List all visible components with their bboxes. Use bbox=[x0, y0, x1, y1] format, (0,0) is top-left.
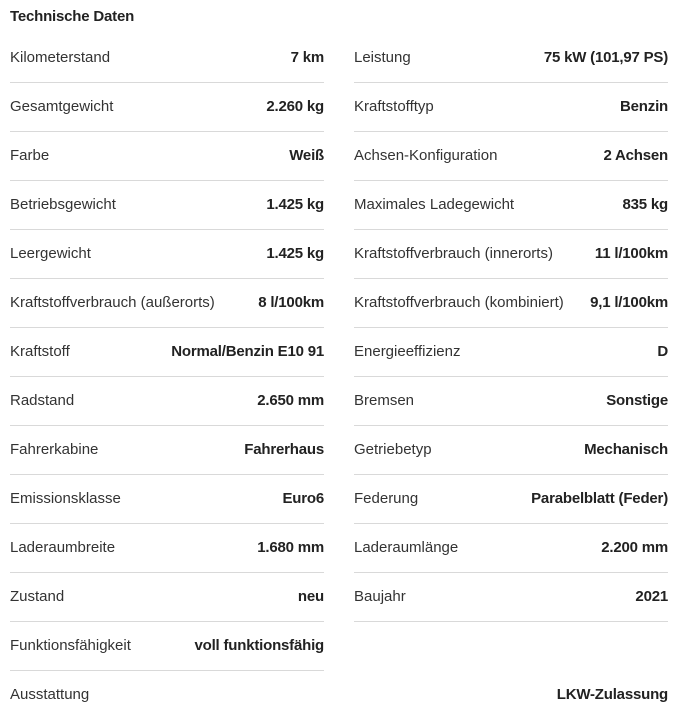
spec-value: 11 l/100km bbox=[594, 245, 668, 262]
spec-value: voll funktionsfähig bbox=[194, 637, 324, 654]
spec-label: Kraftstoffverbrauch (innerorts) bbox=[354, 245, 553, 262]
spec-label: Kraftstoffverbrauch (kombiniert) bbox=[354, 294, 564, 311]
spec-label: Kraftstofftyp bbox=[354, 98, 434, 115]
spec-value: Normal/Benzin E10 91 bbox=[171, 343, 324, 360]
spec-row bbox=[10, 573, 324, 622]
spec-label: Kraftstoffverbrauch (außerorts) bbox=[10, 294, 215, 311]
spec-value: 1.425 kg bbox=[266, 245, 324, 262]
spec-row bbox=[10, 34, 324, 83]
spec-value: 835 kg bbox=[622, 196, 668, 213]
spec-row bbox=[10, 230, 324, 279]
spec-label: Radstand bbox=[10, 392, 75, 409]
spec-label: Kraftstoff bbox=[10, 343, 70, 360]
spec-row bbox=[354, 573, 668, 622]
spec-value: D bbox=[657, 343, 668, 360]
spec-row bbox=[354, 426, 668, 475]
spec-row bbox=[10, 622, 324, 671]
spec-row bbox=[10, 132, 324, 181]
spec-label: Ausstattung bbox=[10, 686, 90, 703]
spec-row bbox=[354, 132, 668, 181]
spec-label: Bremsen bbox=[354, 392, 415, 409]
spec-value: neu bbox=[297, 588, 324, 605]
spec-label: Leistung bbox=[354, 49, 411, 66]
spec-value: 7 km bbox=[290, 49, 324, 66]
spec-label: Emissionsklasse bbox=[10, 490, 121, 507]
spec-label: Laderaumbreite bbox=[10, 539, 116, 556]
spec-row bbox=[354, 328, 668, 377]
spec-value: 75 kW (101,97 PS) bbox=[543, 49, 668, 66]
spec-row bbox=[10, 426, 324, 475]
spec-row bbox=[10, 83, 324, 132]
spec-row bbox=[354, 181, 668, 230]
spec-label: Betriebsgewicht bbox=[10, 196, 116, 213]
spec-row bbox=[10, 377, 324, 426]
spec-value: 2.650 mm bbox=[257, 392, 324, 409]
spec-value: 2021 bbox=[635, 588, 668, 605]
spec-label: Kilometerstand bbox=[10, 49, 111, 66]
spec-value: Mechanisch bbox=[584, 441, 668, 458]
spec-label: Federung bbox=[354, 490, 419, 507]
spec-value: Weiß bbox=[289, 147, 324, 164]
spec-row bbox=[10, 524, 324, 573]
spec-value: 2 Achsen bbox=[603, 147, 668, 164]
spec-row bbox=[10, 671, 668, 708]
spec-label: Gesamtgewicht bbox=[10, 98, 114, 115]
section-title: Technische Daten bbox=[10, 8, 135, 25]
spec-label: Energieeffizienz bbox=[354, 343, 461, 360]
spec-row-empty bbox=[354, 622, 668, 671]
spec-label: Funktionsfähigkeit bbox=[10, 637, 131, 654]
spec-value: 1.680 mm bbox=[257, 539, 324, 556]
spec-label: Leergewicht bbox=[10, 245, 91, 262]
spec-value: 2.260 kg bbox=[266, 98, 324, 115]
spec-row bbox=[10, 181, 324, 230]
spec-value: Fahrerhaus bbox=[244, 441, 324, 458]
spec-label: Achsen-Konfiguration bbox=[354, 147, 498, 164]
spec-row bbox=[10, 328, 324, 377]
spec-row bbox=[354, 34, 668, 83]
spec-row bbox=[354, 524, 668, 573]
spec-value: 2.200 mm bbox=[601, 539, 668, 556]
spec-row bbox=[354, 475, 668, 524]
spec-label: Baujahr bbox=[354, 588, 406, 605]
spec-value: Parabelblatt (Feder) bbox=[531, 490, 668, 507]
spec-value: 9,1 l/100km bbox=[590, 294, 668, 311]
spec-label: Farbe bbox=[10, 147, 50, 164]
spec-grid bbox=[10, 34, 668, 708]
spec-label: Maximales Ladegewicht bbox=[354, 196, 515, 213]
spec-row bbox=[354, 83, 668, 132]
spec-row bbox=[10, 279, 324, 328]
spec-row bbox=[354, 279, 668, 328]
spec-row bbox=[354, 377, 668, 426]
spec-value: Euro6 bbox=[282, 490, 324, 507]
spec-row bbox=[354, 230, 668, 279]
spec-label: Fahrerkabine bbox=[10, 441, 99, 458]
spec-label: Getriebetyp bbox=[354, 441, 432, 458]
spec-label: Laderaumlänge bbox=[354, 539, 459, 556]
spec-value: Sonstige bbox=[606, 392, 668, 409]
spec-value: LKW-Zulassung bbox=[556, 686, 668, 703]
spec-value: Benzin bbox=[620, 98, 668, 115]
spec-row bbox=[10, 475, 324, 524]
spec-label: Zustand bbox=[10, 588, 65, 605]
spec-value: 1.425 kg bbox=[266, 196, 324, 213]
spec-value: 8 l/100km bbox=[258, 294, 324, 311]
